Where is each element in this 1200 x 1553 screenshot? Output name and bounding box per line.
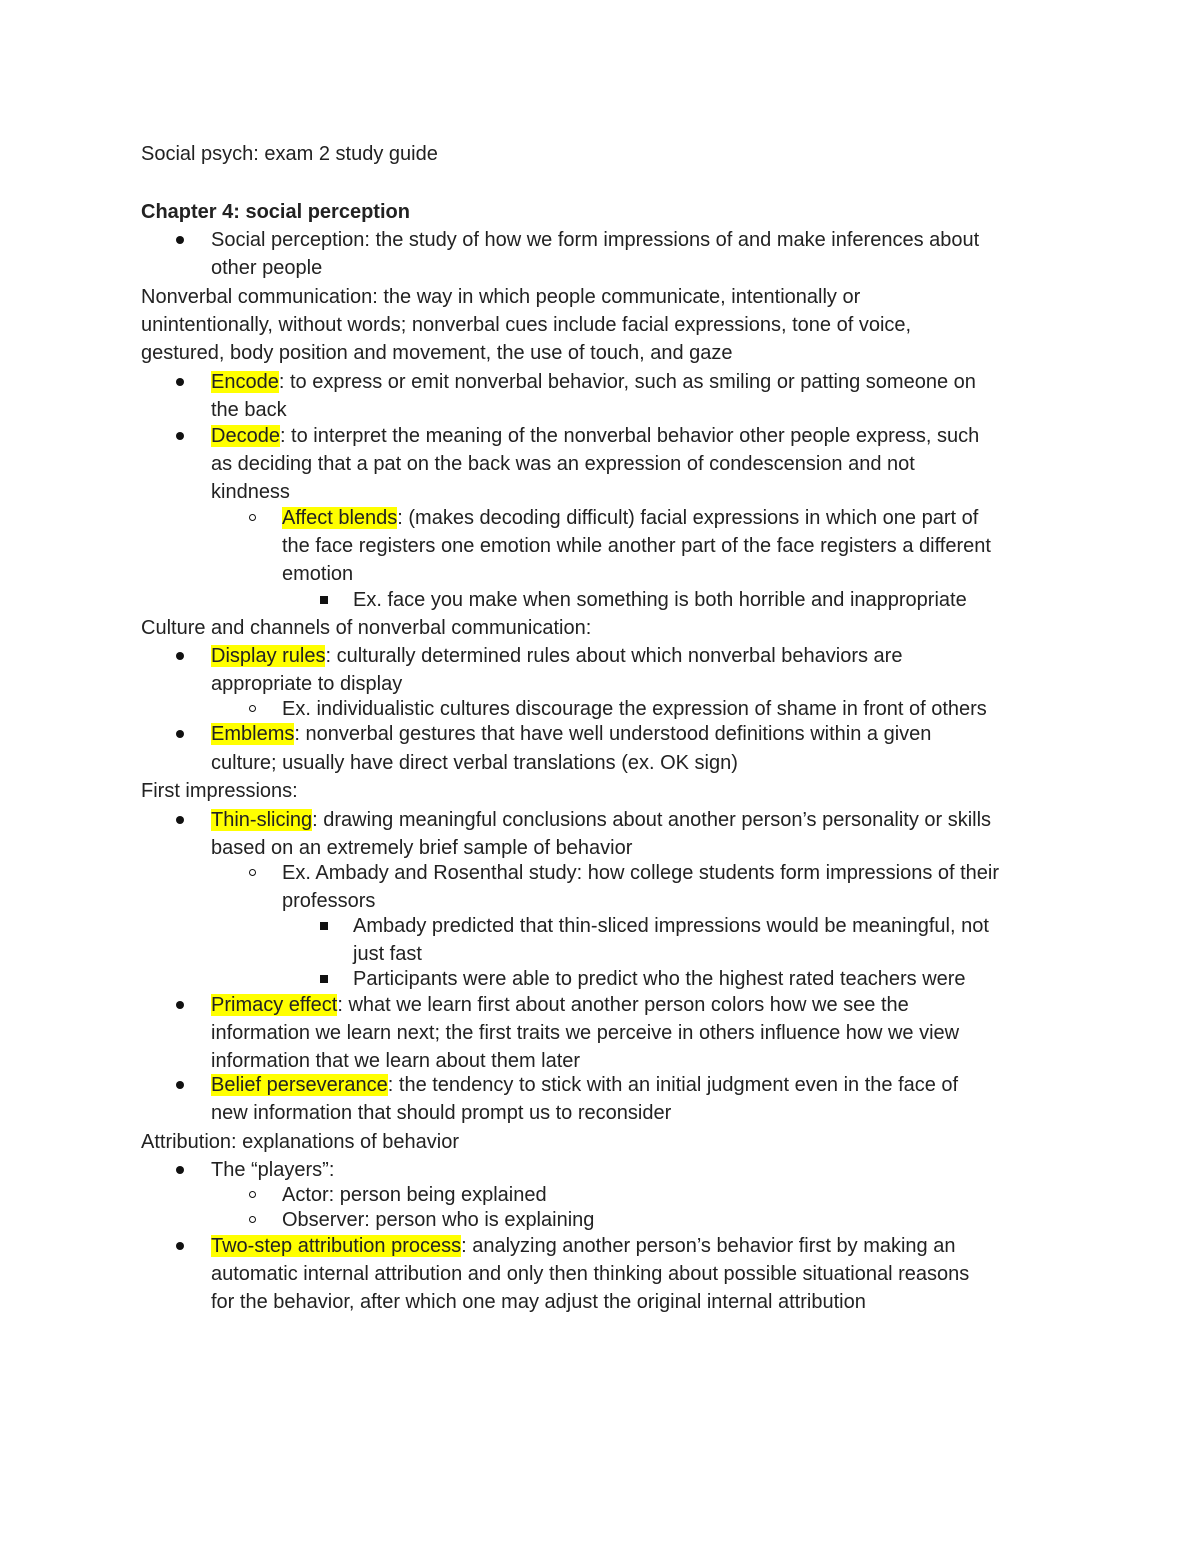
display-rules-cont: appropriate to display [211, 673, 403, 695]
attribution-heading: Attribution: explanations of behavior [141, 1131, 459, 1153]
nonverbal-line-3: gestured, body position and movement, the use of touch, and gaze [141, 342, 733, 364]
affect-blends-item [282, 504, 978, 532]
decode-term: Decode [211, 425, 280, 447]
bullet-square-icon [320, 922, 328, 930]
bullet-circle-icon [249, 705, 256, 712]
emblems-item [211, 720, 931, 748]
affect-blends-example: Ex. face you make when something is both horrible and inappropriate [353, 589, 967, 611]
belief-perseverance-definition: : the tendency to stick with an initial judgment even in the face of [387, 1074, 959, 1096]
two-step-cont-1: automatic internal attribution and only then thinking about possible situational reasons [211, 1263, 970, 1285]
emblems-cont: culture; usually have direct verbal translations (ex. OK sign) [211, 752, 738, 774]
bullet-disc-icon [176, 652, 184, 660]
two-step-cont-2: for the behavior, after which one may adjust the original internal attribution [211, 1291, 866, 1313]
social-perception-item: Social perception: the study of how we form impressions of and make inferences about [211, 229, 980, 251]
display-rules-example: Ex. individualistic cultures discourage the expression of shame in front of others [282, 698, 987, 720]
two-step-definition: : analyzing another person’s behavior first by making an [461, 1235, 956, 1257]
bullet-disc-icon [176, 1242, 184, 1250]
encode-item [211, 368, 976, 396]
decode-item-cont-2: kindness [211, 481, 290, 503]
affect-blends-cont-1: the face registers one emotion while another part of the face registers a different [282, 535, 991, 557]
primacy-effect-cont-2: information that we learn about them later [211, 1050, 581, 1072]
primacy-effect-item [211, 991, 909, 1019]
encode-item-cont: the back [211, 399, 287, 421]
thin-slicing-cont: based on an extremely brief sample of behavior [211, 837, 633, 859]
encode-definition: : to express or emit nonverbal behavior, such as smiling or patting someone on [278, 371, 976, 393]
belief-perseverance-term: Belief perseverance [211, 1074, 388, 1096]
display-rules-term: Display rules [211, 645, 326, 667]
emblems-term: Emblems [211, 723, 295, 745]
two-step-term: Two-step attribution process [211, 1235, 462, 1257]
ambady-prediction: Ambady predicted that thin-sliced impressions would be meaningful, not [353, 915, 989, 937]
affect-blends-term: Affect blends [282, 507, 398, 529]
nonverbal-line-2: unintentionally, without words; nonverbal cues include facial expressions, tone of voice, [141, 314, 912, 336]
bullet-disc-icon [176, 730, 184, 738]
bullet-disc-icon [176, 816, 184, 824]
ambady-example: Ex. Ambady and Rosenthal study: how college students form impressions of their [282, 862, 1000, 884]
document-title: Social psych: exam 2 study guide [141, 143, 438, 165]
bullet-circle-icon [249, 1216, 256, 1223]
ambady-prediction-cont: just fast [353, 943, 422, 965]
encode-term: Encode [211, 371, 279, 393]
bullet-disc-icon [176, 1081, 184, 1089]
bullet-disc-icon [176, 236, 184, 244]
culture-heading: Culture and channels of nonverbal communication: [141, 617, 592, 639]
affect-blends-definition: : (makes decoding difficult) facial expressions in which one part of [397, 507, 979, 529]
social-perception-item-cont: other people [211, 257, 323, 279]
emblems-definition: : nonverbal gestures that have well understood definitions within a given [294, 723, 932, 745]
observer-item: Observer: person who is explaining [282, 1209, 595, 1231]
thin-slicing-term: Thin-slicing [211, 809, 313, 831]
bullet-disc-icon [176, 1001, 184, 1009]
bullet-circle-icon [249, 869, 256, 876]
players-item: The “players”: [211, 1159, 335, 1181]
nonverbal-line-1: Nonverbal communication: the way in which people communicate, intentionally or [141, 286, 861, 308]
actor-item: Actor: person being explained [282, 1184, 547, 1206]
ambady-example-cont: professors [282, 890, 376, 912]
bullet-disc-icon [176, 432, 184, 440]
participants-result: Participants were able to predict who the highest rated teachers were [353, 968, 966, 990]
belief-perseverance-item [211, 1071, 958, 1099]
primacy-effect-term: Primacy effect [211, 994, 338, 1016]
decode-item-cont-1: as deciding that a pat on the back was an expression of condescension and not [211, 453, 915, 475]
bullet-circle-icon [249, 1191, 256, 1198]
belief-perseverance-cont: new information that should prompt us to reconsider [211, 1102, 672, 1124]
decode-item [211, 422, 979, 450]
primacy-effect-cont-1: information we learn next; the first traits we perceive in others influence how we view [211, 1022, 960, 1044]
bullet-square-icon [320, 975, 328, 983]
bullet-square-icon [320, 596, 328, 604]
first-impressions-heading: First impressions: [141, 780, 298, 802]
bullet-disc-icon [176, 1166, 184, 1174]
affect-blends-cont-2: emotion [282, 563, 354, 585]
display-rules-definition: : culturally determined rules about which nonverbal behaviors are [325, 645, 903, 667]
bullet-circle-icon [249, 514, 256, 521]
decode-definition: : to interpret the meaning of the nonverbal behavior other people express, such [279, 425, 980, 447]
thin-slicing-item [211, 806, 991, 834]
thin-slicing-definition: : drawing meaningful conclusions about another person’s personality or skills [312, 809, 992, 831]
display-rules-item [211, 642, 902, 670]
bullet-disc-icon [176, 378, 184, 386]
chapter-heading: Chapter 4: social perception [141, 201, 410, 223]
primacy-effect-definition: : what we learn first about another person colors how we see the [337, 994, 909, 1016]
two-step-item [211, 1232, 955, 1260]
